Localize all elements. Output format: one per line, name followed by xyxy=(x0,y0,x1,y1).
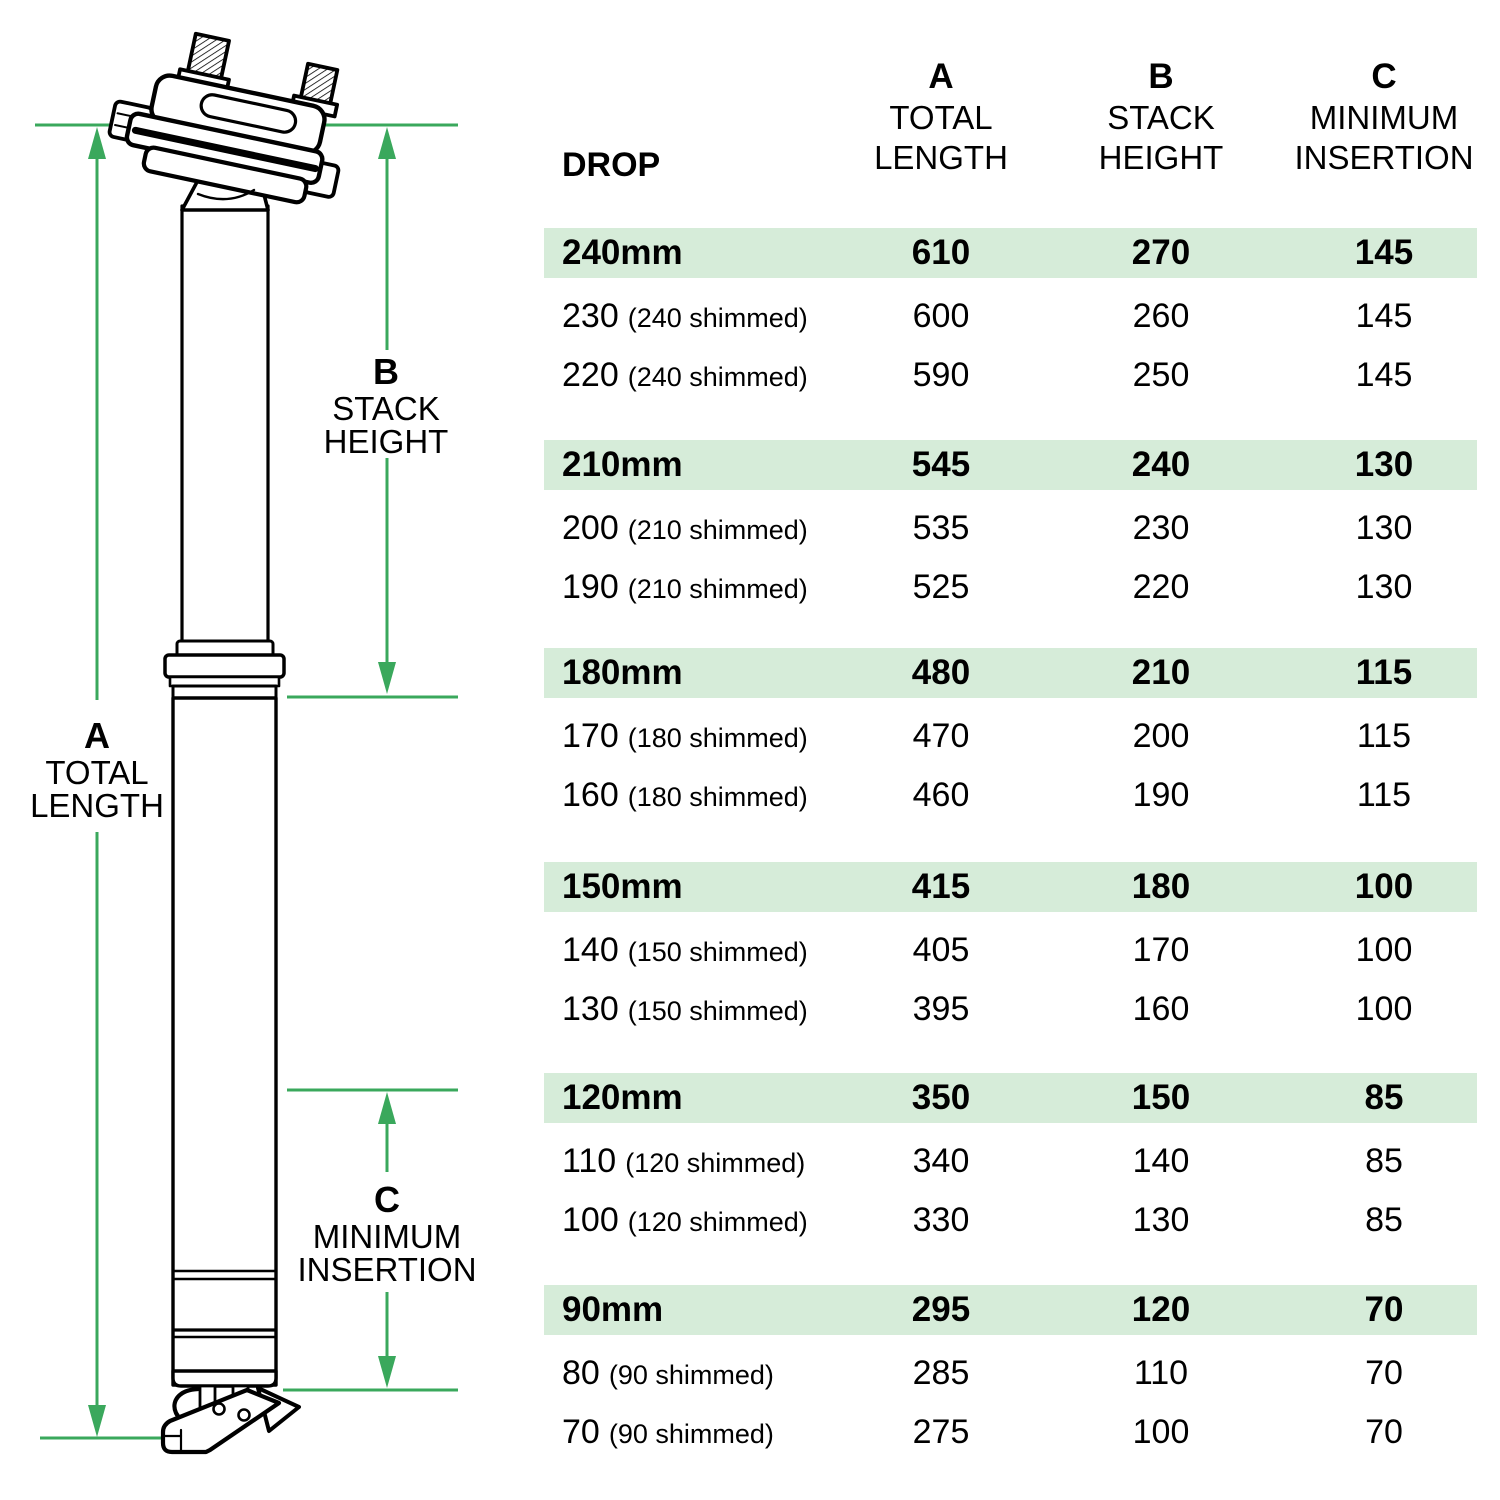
min-insertion-value: 70 xyxy=(1364,1290,1404,1329)
table-row xyxy=(544,986,1477,1032)
stack-height-value: 250 xyxy=(1132,356,1190,394)
min-insertion-value: 130 xyxy=(1355,568,1413,606)
min-insertion-value: 115 xyxy=(1356,776,1412,814)
drop-value: 110 xyxy=(562,1142,617,1180)
min-insertion-value: 115 xyxy=(1355,653,1413,692)
table-row-highlight xyxy=(544,1285,1477,1335)
column-word: INSERTION xyxy=(1294,139,1474,176)
shim-note: (120 shimmed) xyxy=(627,1207,808,1237)
column-header-b xyxy=(1031,56,1291,178)
dim-letter-b: B xyxy=(373,351,399,392)
total-length-value: 340 xyxy=(912,1142,970,1180)
stack-height-value: 150 xyxy=(1131,1078,1191,1117)
min-insertion-value: 145 xyxy=(1355,356,1413,394)
min-insertion-value: 100 xyxy=(1355,990,1413,1028)
dim-word: LENGTH xyxy=(30,787,164,824)
table-row xyxy=(544,1409,1477,1455)
dim-word: INSERTION xyxy=(297,1251,477,1288)
table-group-210 xyxy=(544,440,1477,625)
total-length-value: 545 xyxy=(911,445,971,484)
drop-value: 120mm xyxy=(562,1078,683,1117)
drop-value: 90mm xyxy=(562,1290,664,1329)
drop-value: 140 xyxy=(562,931,619,969)
saddle-clamp xyxy=(103,20,360,210)
drop-value: 190 xyxy=(562,568,619,606)
table-group-180 xyxy=(544,648,1477,833)
total-length-value: 460 xyxy=(912,776,970,814)
min-insertion-value: 85 xyxy=(1365,1201,1403,1239)
table-row xyxy=(544,927,1477,973)
table-row xyxy=(544,293,1477,339)
min-insertion-value: 145 xyxy=(1355,297,1413,335)
total-length-value: 480 xyxy=(911,653,971,692)
min-insertion-value: 100 xyxy=(1355,931,1413,969)
total-length-value: 405 xyxy=(912,931,970,969)
drop-value: 240mm xyxy=(562,233,683,272)
drop-value: 160 xyxy=(562,776,619,814)
total-length-value: 285 xyxy=(912,1354,970,1392)
dim-word: MINIMUM xyxy=(312,1218,462,1255)
table-group-150 xyxy=(544,862,1477,1047)
drop-value: 170 xyxy=(562,717,619,755)
drop-value: 70 xyxy=(562,1413,600,1451)
dim-letter-c: C xyxy=(374,1179,400,1220)
total-length-value: 330 xyxy=(912,1201,970,1239)
shim-note: (120 shimmed) xyxy=(625,1148,806,1178)
drop-value: 230 xyxy=(562,297,619,335)
total-length-value: 415 xyxy=(911,867,971,906)
min-insertion-value: 145 xyxy=(1354,233,1414,272)
shim-note: (90 shimmed) xyxy=(608,1360,774,1390)
total-length-value: 600 xyxy=(912,297,970,335)
column-word: STACK xyxy=(1107,99,1215,136)
table-row-highlight xyxy=(544,440,1477,490)
stack-height-value: 100 xyxy=(1132,1413,1190,1451)
min-insertion-value: 70 xyxy=(1365,1413,1403,1451)
total-length-value: 395 xyxy=(912,990,970,1028)
column-word: MINIMUM xyxy=(1309,99,1459,136)
table-row-highlight xyxy=(544,862,1477,912)
table-row xyxy=(544,772,1477,818)
min-insertion-value: 85 xyxy=(1365,1142,1403,1180)
table-row xyxy=(544,713,1477,759)
total-length-value: 590 xyxy=(912,356,970,394)
table-row xyxy=(544,1350,1477,1396)
dim-letter-a: A xyxy=(84,715,110,756)
shim-note: (150 shimmed) xyxy=(627,937,808,967)
table-row xyxy=(544,1138,1477,1184)
dim-word: HEIGHT xyxy=(323,423,449,460)
table-row xyxy=(544,564,1477,610)
drop-value: 150mm xyxy=(562,867,683,906)
stack-height-value: 200 xyxy=(1132,717,1190,755)
min-insertion-value: 115 xyxy=(1356,717,1412,755)
actuator xyxy=(163,1386,299,1452)
stack-height-value: 270 xyxy=(1131,233,1191,272)
min-insertion-value: 100 xyxy=(1354,867,1414,906)
dim-word: TOTAL xyxy=(45,754,149,791)
stack-height-value: 130 xyxy=(1132,1201,1190,1239)
total-length-value: 350 xyxy=(911,1078,971,1117)
drop-value: 220 xyxy=(562,356,619,394)
stack-height-value: 160 xyxy=(1132,990,1190,1028)
column-letter: C xyxy=(1371,57,1397,96)
drop-value: 210mm xyxy=(562,445,683,484)
min-insertion-value: 130 xyxy=(1354,445,1414,484)
column-header-c xyxy=(1254,56,1500,178)
shim-note: (210 shimmed) xyxy=(627,515,808,545)
drop-value: 200 xyxy=(562,509,619,547)
table-group-90 xyxy=(544,1285,1477,1470)
table-row-highlight xyxy=(544,228,1477,278)
drop-value: 130 xyxy=(562,990,619,1028)
total-length-value: 295 xyxy=(911,1290,971,1329)
column-word: TOTAL xyxy=(889,99,993,136)
shim-note: (180 shimmed) xyxy=(627,782,808,812)
stack-height-value: 210 xyxy=(1131,653,1191,692)
total-length-value: 610 xyxy=(911,233,971,272)
shim-note: (210 shimmed) xyxy=(627,574,808,604)
stack-height-value: 140 xyxy=(1132,1142,1190,1180)
min-insertion-value: 85 xyxy=(1364,1078,1404,1117)
table-row-highlight xyxy=(544,1073,1477,1123)
table-group-240 xyxy=(544,228,1477,413)
column-letter: A xyxy=(928,57,954,96)
stack-height-value: 120 xyxy=(1131,1290,1191,1329)
stack-height-value: 110 xyxy=(1133,1354,1189,1392)
column-header-drop: DROP xyxy=(562,146,661,184)
dim-label-c xyxy=(277,1180,497,1286)
table-row xyxy=(544,1197,1477,1243)
dim-word: STACK xyxy=(332,390,440,427)
min-insertion-value: 130 xyxy=(1355,509,1413,547)
total-length-value: 525 xyxy=(912,568,970,606)
stack-height-value: 230 xyxy=(1132,509,1190,547)
dim-label-a xyxy=(7,716,187,822)
column-word: HEIGHT xyxy=(1098,139,1224,176)
drop-value: 100 xyxy=(562,1201,619,1239)
column-letter: B xyxy=(1148,57,1174,96)
table-row xyxy=(544,505,1477,551)
shim-note: (240 shimmed) xyxy=(627,362,808,392)
stack-height-value: 190 xyxy=(1132,776,1190,814)
column-word: LENGTH xyxy=(874,139,1008,176)
min-insertion-value: 70 xyxy=(1365,1354,1403,1392)
total-length-value: 470 xyxy=(912,717,970,755)
shim-note: (240 shimmed) xyxy=(627,303,808,333)
lower-tube xyxy=(173,698,276,1385)
dim-label-b xyxy=(296,352,476,458)
table-group-120 xyxy=(544,1073,1477,1258)
shim-note: (180 shimmed) xyxy=(627,723,808,753)
table-row-highlight xyxy=(544,648,1477,698)
stack-height-value: 220 xyxy=(1132,568,1190,606)
table-row xyxy=(544,352,1477,398)
upper-tube xyxy=(182,206,268,645)
stack-height-value: 180 xyxy=(1131,867,1191,906)
shim-note: (90 shimmed) xyxy=(608,1419,774,1449)
drop-value: 80 xyxy=(562,1354,600,1392)
total-length-value: 535 xyxy=(912,509,970,547)
shim-note: (150 shimmed) xyxy=(627,996,808,1026)
stack-height-value: 240 xyxy=(1131,445,1191,484)
collar xyxy=(165,641,284,699)
stack-height-value: 260 xyxy=(1132,297,1190,335)
total-length-value: 275 xyxy=(912,1413,970,1451)
drop-value: 180mm xyxy=(562,653,683,692)
stack-height-value: 170 xyxy=(1132,931,1190,969)
